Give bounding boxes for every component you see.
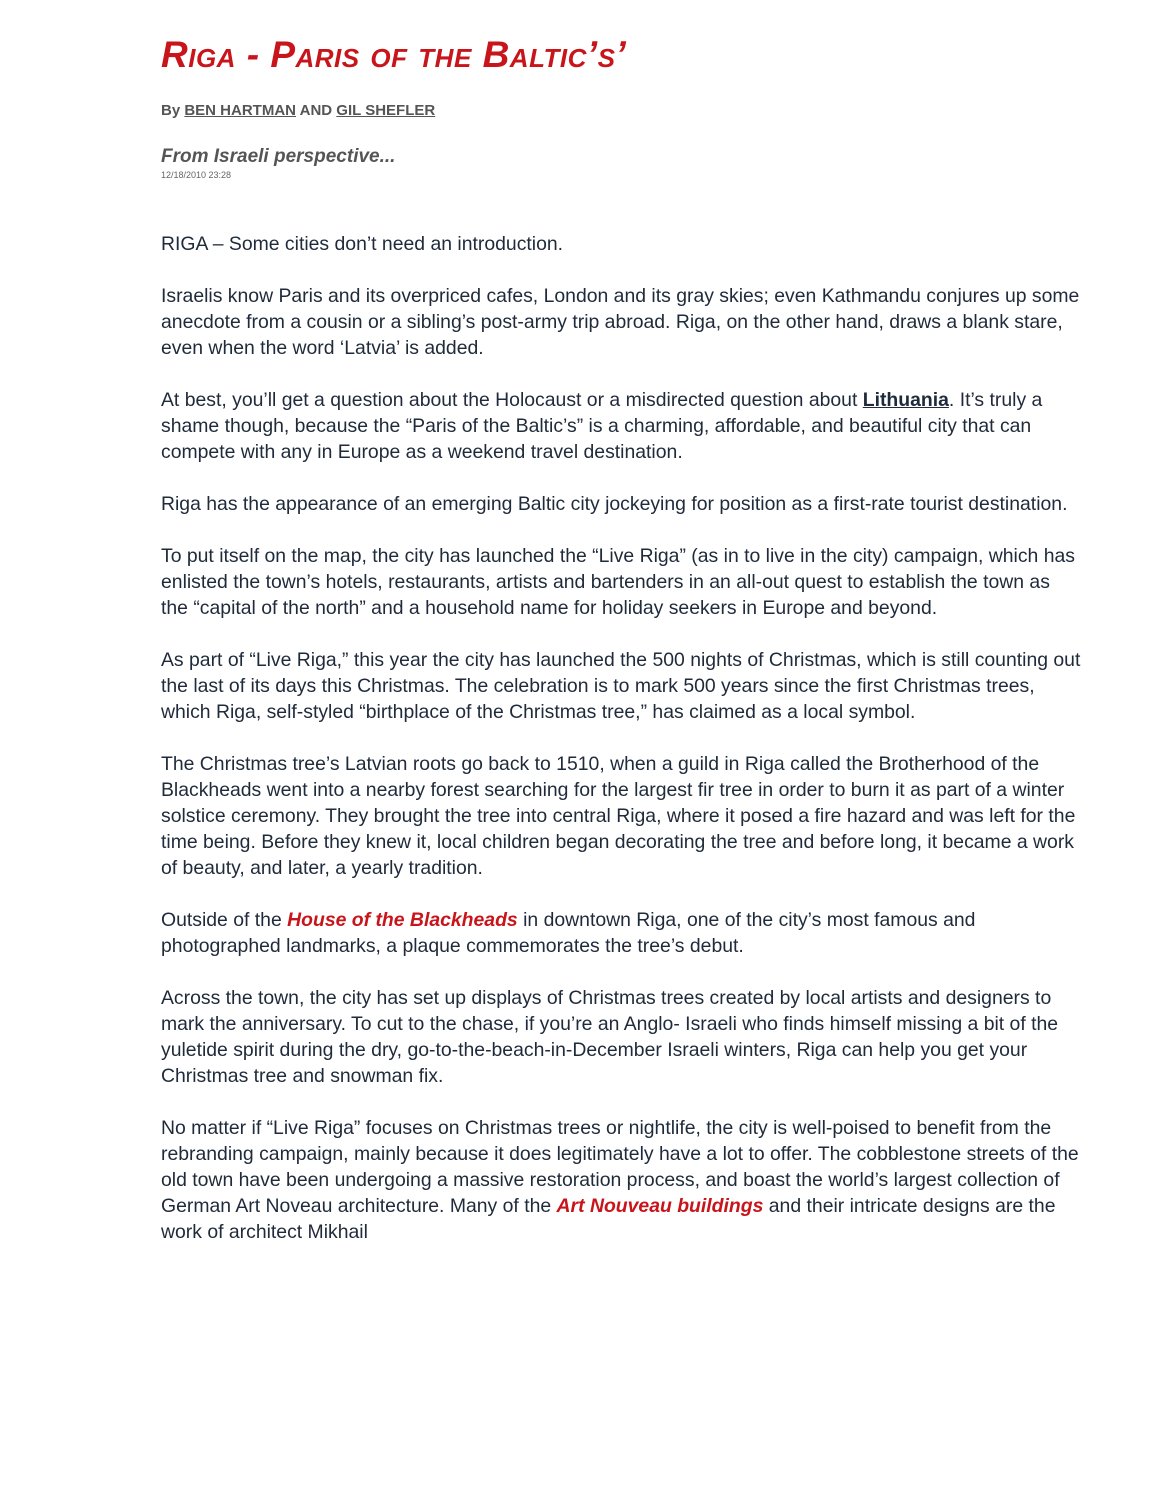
paragraph-8 <box>161 907 1081 959</box>
article-page <box>161 30 1081 1243</box>
paragraph-10 <box>161 1115 1081 1245</box>
byline-prefix: By <box>161 102 185 119</box>
paragraph-3-text-before: At best, you’ll get a question about the Holocaust or a misdirected question about <box>161 389 863 411</box>
paragraph-7: The Christmas tree’s Latvian roots go back to 1510, when a guild in Riga called the Brotherhood of the Blackheads went into a nearby forest searching for the largest fir tree in order to burn it as part of a winter solstice ceremony. They brought the tree into central Riga, where it posed a fire hazard and was left for the time being. Before they knew it, local children began decorating the tree and before long, it became a work of beauty, and later, a yearly tradition. <box>161 753 1076 879</box>
article-subtitle: From Israeli perspective... <box>161 146 396 167</box>
paragraph-4: Riga has the appearance of an emerging Baltic city jockeying for position as a first-rate tourist destination. <box>161 493 1068 515</box>
paragraph-3-text-after: . It’s truly a shame though, because the “Paris of the Baltic’s” is a charming, affordable, and beautiful city that can compete with any in Europe as a weekend travel destination. <box>161 389 1043 463</box>
article-body <box>161 231 1081 1271</box>
lithuania-link[interactable]: Lithuania <box>862 389 949 411</box>
byline-conjunction: AND <box>296 102 337 119</box>
paragraph-8-text-after: in downtown Riga, one of the city’s most famous and photographed landmarks, a plaque commemorates the tree’s debut. <box>161 909 976 957</box>
author-link-gil-shefler[interactable]: GIL SHEFLER <box>336 102 436 119</box>
paragraph-10-text-after: and their intricate designs are the work of architect Mikhail <box>161 1195 1056 1243</box>
paragraph-9: Across the town, the city has set up displays of Christmas trees created by local artists and designers to mark the anniversary. To cut to the chase, if you’re an Anglo- Israeli who finds himself missing a bit of the yuletide spirit during the dry, go-to-the-beach-in-December Israeli winters, Riga can help you get your Christmas tree and snowman fix. <box>161 987 1059 1087</box>
house-of-the-blackheads-link[interactable]: House of the Blackheads <box>287 909 518 931</box>
paragraph-10-text-before: No matter if “Live Riga” focuses on Christmas trees or nightlife, the city is well-poised to benefit from the rebranding campaign, mainly because it does legitimately have a lot to offer. The cobblestone streets of the old town have been undergoing a massive restoration process, and boast the world’s largest collection of German Art Noveau architecture. Many of the <box>161 1117 1079 1217</box>
art-nouveau-buildings-link[interactable]: Art Nouveau buildings <box>556 1195 764 1217</box>
paragraph-3 <box>161 387 1081 465</box>
author-link-ben-hartman[interactable]: BEN HARTMAN <box>184 102 297 119</box>
paragraph-1: RIGA – Some cities don’t need an introduction. <box>161 233 564 255</box>
paragraph-8-text-before: Outside of the <box>161 909 288 931</box>
paragraph-5: To put itself on the map, the city has launched the “Live Riga” (as in to live in the city) campaign, which has enlisted the town’s hotels, restaurants, artists and bartenders in an all-out quest to establish the town as the “capital of the north” and a household name for holiday seekers in Europe and beyond. <box>161 545 1075 619</box>
paragraph-6: As part of “Live Riga,” this year the city has launched the 500 nights of Christmas, which is still counting out the last of its days this Christmas. The celebration is to mark 500 years since the first Christmas trees, which Riga, self-styled “birthplace of the Christmas tree,” has claimed as a local symbol. <box>161 649 1081 723</box>
article-title: Riga - Paris of the Baltic’s’ <box>161 34 627 75</box>
paragraph-2: Israelis know Paris and its overpriced cafes, London and its gray skies; even Kathmandu conjures up some anecdote from a cousin or a sibling’s post-army trip abroad. Riga, on the other hand, draws a blank stare, even when the word ‘Latvia’ is added. <box>161 285 1080 359</box>
article-timestamp: 12/18/2010 23:28 <box>161 170 232 180</box>
byline <box>161 102 435 119</box>
